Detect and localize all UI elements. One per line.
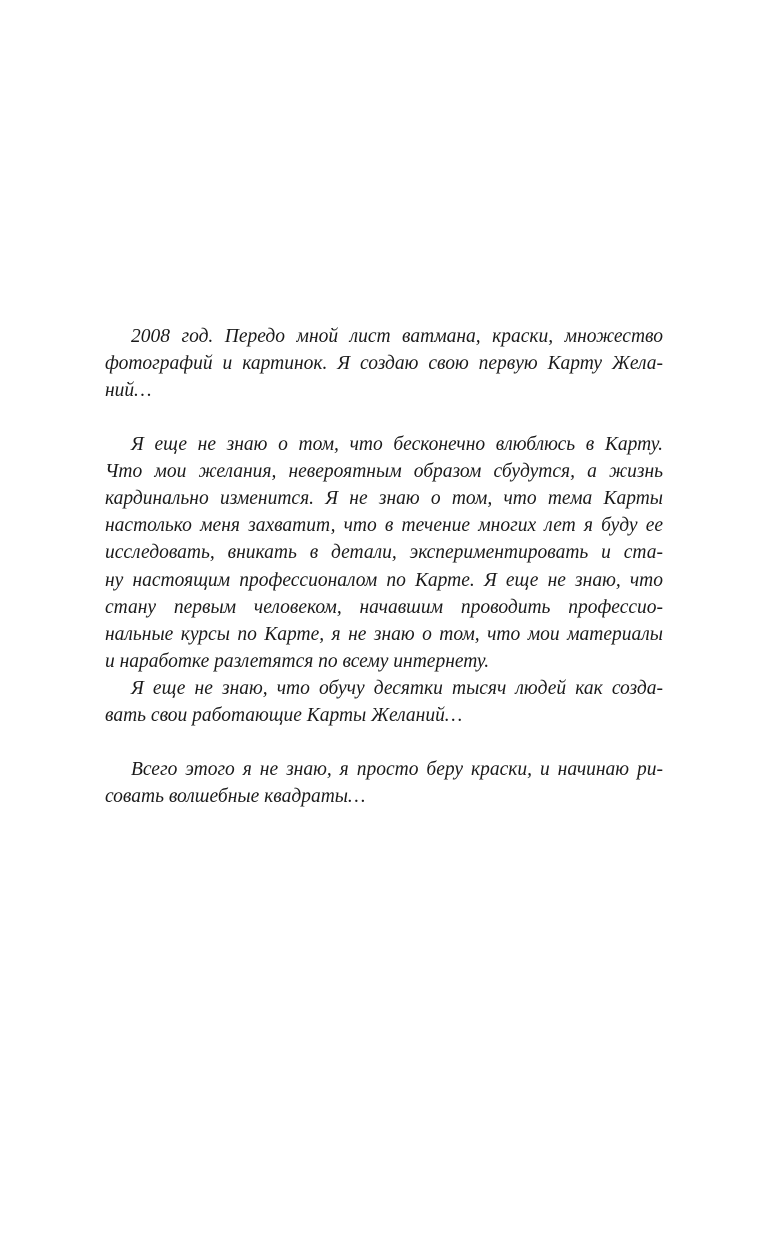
- text-line: Всего этого я не знаю, я просто беру краски, и начинаю ри-: [131, 758, 663, 780]
- paragraph-4: [105, 756, 663, 810]
- page-text: [105, 323, 663, 810]
- paragraph-2: [105, 431, 663, 676]
- text-line: вать свои работающие Карты Желаний…: [105, 705, 463, 727]
- text-line: Я еще не знаю, что обучу десятки тысяч людей как созда-: [131, 678, 663, 700]
- text-line: ний…: [105, 380, 152, 402]
- text-line: фотографий и картинок. Я создаю свою первую Карту Жела-: [105, 353, 663, 375]
- text-line: Я еще не знаю о том, что бесконечно влюблюсь в Карту.: [131, 433, 663, 455]
- paragraph-3: [105, 675, 663, 729]
- text-line: настолько меня захватит, что в течение многих лет я буду ее: [105, 515, 663, 537]
- text-line: и наработке разлетятся по всему интернету.: [105, 651, 490, 673]
- text-line: нальные курсы по Карте, я не знаю о том, что мои материалы: [105, 623, 663, 645]
- text-line: совать волшебные квадраты…: [105, 785, 366, 807]
- text-line: исследовать, вникать в детали, экспериментировать и ста-: [105, 542, 663, 564]
- text-line: кардинально изменится. Я не знаю о том, что тема Карты: [105, 487, 663, 509]
- text-line: ну настоящим профессионалом по Карте. Я еще не знаю, что: [105, 569, 663, 591]
- text-line: стану первым человеком, начавшим проводить профессио-: [105, 596, 663, 618]
- text-line: Что мои желания, невероятным образом сбудутся, а жизнь: [105, 460, 663, 482]
- paragraph-1: [105, 323, 663, 405]
- text-line: 2008 год. Передо мной лист ватмана, краски, множество: [131, 326, 663, 347]
